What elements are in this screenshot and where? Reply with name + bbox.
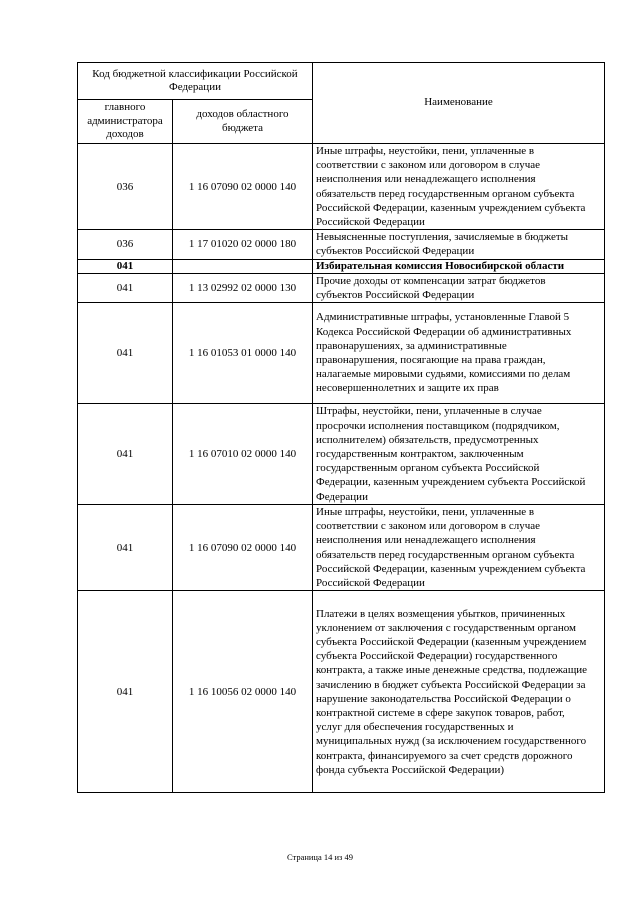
admin-code-cell: 041	[78, 505, 173, 591]
name-cell: Иные штрафы, неустойки, пени, уплаченные в соответствии с законом или договором в случае неисполнения или ненадлежащего исполнения обязательств перед государственным органом субъекта Российской Федерации, казенным учреждением субъекта Российской Федерации	[313, 505, 605, 591]
admin-code-cell: 041	[78, 303, 173, 404]
admin-code-cell: 041	[78, 259, 173, 273]
page-number: Страница 14 из 49	[286, 852, 354, 862]
section-header-row	[78, 259, 605, 273]
admin-code-cell: 036	[78, 144, 173, 230]
budget-code-cell: 1 16 01053 01 0000 140	[173, 303, 313, 404]
header-admin: главного администратора доходов	[78, 100, 173, 144]
table-header-row	[78, 63, 605, 100]
table-row	[78, 230, 605, 259]
budget-code-cell: 1 16 07090 02 0000 140	[173, 144, 313, 230]
table-row	[78, 303, 605, 404]
budget-code-cell: 1 16 07090 02 0000 140	[173, 505, 313, 591]
budget-code-cell: 1 16 07010 02 0000 140	[173, 404, 313, 505]
name-cell: Иные штрафы, неустойки, пени, уплаченные в соответствии с законом или договором в случае неисполнения или ненадлежащего исполнения обязательств перед государственным органом субъекта Российской Федерации, казенным учреждением субъекта Российской Федерации	[313, 144, 605, 230]
budget-code-cell: 1 17 01020 02 0000 180	[173, 230, 313, 259]
table-row	[78, 505, 605, 591]
budget-code-cell	[173, 259, 313, 273]
table-row	[78, 273, 605, 302]
header-name: Наименование	[313, 63, 605, 144]
name-cell: Прочие доходы от компенсации затрат бюджетов субъектов Российской Федерации	[313, 273, 605, 302]
budget-code-cell: 1 16 10056 02 0000 140	[173, 591, 313, 793]
header-budget: доходов областного бюджета	[173, 100, 313, 144]
budget-code-cell: 1 13 02992 02 0000 130	[173, 273, 313, 302]
admin-code-cell: 041	[78, 404, 173, 505]
admin-code-cell: 036	[78, 230, 173, 259]
name-cell: Невыясненные поступления, зачисляемые в бюджеты субъектов Российской Федерации	[313, 230, 605, 259]
name-cell: Штрафы, неустойки, пени, уплаченные в случае просрочки исполнения поставщиком (подрядчиком, исполнителем) обязательств, предусмотренных государственным контрактом, заключенным государственным органом субъекта Российской Федерации, казенным учреждением субъекта Российской Федерации	[313, 404, 605, 505]
header-code-group: Код бюджетной классификации Российской Федерации	[78, 63, 313, 100]
section-name-cell: Избирательная комиссия Новосибирской области	[313, 259, 605, 273]
budget-classification-table	[77, 62, 605, 793]
admin-code-cell: 041	[78, 591, 173, 793]
table-row	[78, 144, 605, 230]
table-row	[78, 591, 605, 793]
table-row	[78, 404, 605, 505]
name-cell: Административные штрафы, установленные Главой 5 Кодекса Российской Федерации об административных правонарушениях, за административные правонарушения, посягающие на права граждан, налагаемые мировыми судьями, комиссиями по делам несовершеннолетних и защите их прав	[313, 303, 605, 404]
admin-code-cell: 041	[78, 273, 173, 302]
name-cell: Платежи в целях возмещения убытков, причиненных уклонением от заключения с государственным органом субъекта Российской Федерации (казенным учреждением субъекта Российской Федерации) государственного контракта, а также иные денежные средства, подлежащие зачислению в бюджет субъекта Российской Федерации за нарушение законодательства Российской Федерации о контрактной системе в сфере закупок товаров, работ, услуг для обеспечения государственных и муниципальных нужд (за исключением государственного контракта, финансируемого за счет средств дорожного фонда субъекта Российской Федерации)	[313, 591, 605, 793]
